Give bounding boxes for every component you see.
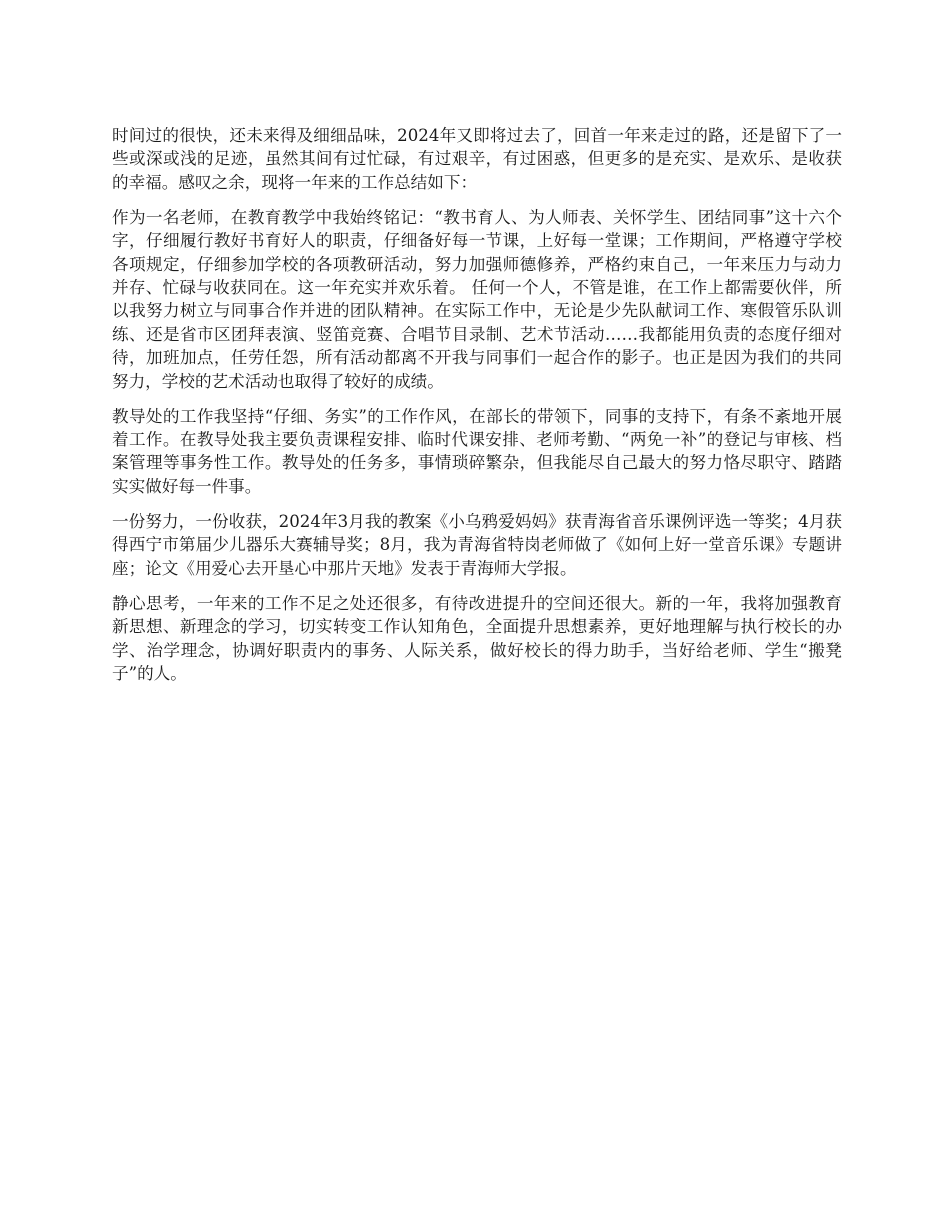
paragraph-teaching: 作为一名老师，在教育教学中我始终铭记：“教书育人、为人师表、关怀学生、团结同事”这十六个字，仔细履行教好书育好人的职责，仔细备好每一节课，上好每一堂课；工作期间，严格遵守学校各项规定，仔细参加学校的各项教研活动，努力加强师德修养，严格约束自己，一年来压力与动力并存、忙碌与收获同在。这一年充实并欢乐着。 任何一个人，不管是谁，在工作上都需要伙伴，所以我努力树立与同事合作并进的团队精神。在实际工作中，无论是少先队献词工作、寒假管乐队训练、还是省市区团拜表演、竖笛竞赛、合唱节目录制、艺术节活动……我都能用负责的态度仔细对待，加班加点，任劳任怨，所有活动都离不开我与同事们一起合作的影子。也正是因为我们的共同努力，学校的艺术活动也取得了较好的成绩。 bbox=[112, 207, 842, 391]
paragraph-reflection: 静心思考，一年来的工作不足之处还很多，有待改进提升的空间还很大。新的一年，我将加强教育新思想、新理念的学习，切实转变工作认知角色，全面提升思想素养，更好地理解与执行校长的办学、治学理念，协调好职责内的事务、人际关系，做好校长的得力助手，当好给老师、学生“搬凳子”的人。 bbox=[112, 593, 842, 683]
document-body bbox=[112, 124, 842, 697]
paragraph-intro: 时间过的很快，还未来得及细细品味，2024年又即将过去了，回首一年来走过的路，还是留下了一些或深或浅的足迹，虽然其间有过忙碌，有过艰辛，有过困惑，但更多的是充实、是欢乐、是收获的幸福。感叹之余，现将一年来的工作总结如下： bbox=[112, 126, 842, 192]
paragraph-academic-office: 教导处的工作我坚持“仔细、务实”的工作作风，在部长的带领下，同事的支持下，有条不紊地开展着工作。在教导处我主要负责课程安排、临时代课安排、老师考勤、“两免一补”的登记与审核、档案管理等事务性工作。教导处的任务多，事情琐碎繁杂，但我能尽自己最大的努力恪尽职守、踏踏实实做好每一件事。 bbox=[112, 406, 842, 496]
paragraph-achievements: 一份努力，一份收获，2024年3月我的教案《小乌鸦爱妈妈》获青海省音乐课例评选一等奖；4月获得西宁市第届少儿器乐大赛辅导奖；8月，我为青海省特岗老师做了《如何上好一堂音乐课》专题讲座；论文《用爱心去开垦心中那片天地》发表于青海师大学报。 bbox=[112, 511, 842, 578]
